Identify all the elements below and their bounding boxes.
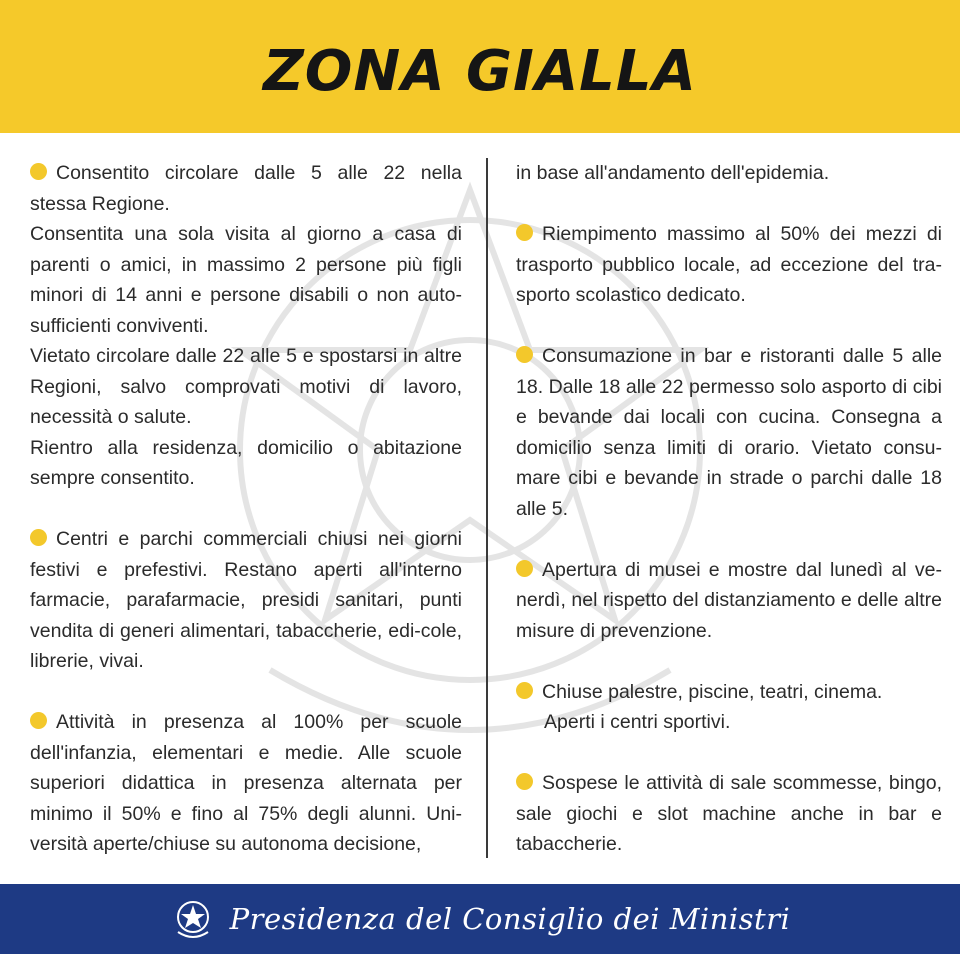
rule-public-transport: Riempimento massimo al 50% dei mezzi di trasporto pubblico locale, ad eccezione del tra-sporto scolastico dedicato.: [516, 223, 942, 306]
republic-emblem-icon: [170, 896, 216, 942]
rule-schools: Attività in presenza al 100% per scuole dell'infanzia, elementari e medie. Alle scuole superiori didattica in presenza alternata per minimo il 50% e fino al 75% degli alunni. Uni-versità aperte/chiuse su autonoma decisione,: [30, 711, 462, 855]
bullet-icon: [30, 163, 47, 180]
page-title: ZONA GIALLA: [263, 39, 697, 104]
bullet-icon: [516, 682, 533, 699]
bullet-icon: [516, 560, 533, 577]
column-divider: [486, 158, 488, 858]
rule-bars-restaurants: Consumazione in bar e ristoranti dalle 5 alle 18. Dalle 18 alle 22 permesso solo asporto di cibi e bevande dai locali con cucina. Consegna a domicilio senza limiti di orario. Vietato consu-mare cibi e bevande in strade o parchi dalle 18 alle 5.: [516, 345, 942, 520]
bullet-icon: [516, 346, 533, 363]
left-column: [30, 158, 462, 860]
rule-movement: Consentito circolare dalle 5 alle 22 nella stessa Regione. Consentita una sola visita al giorno a casa di parenti o amici, in massimo 2 persone più figli minori di 14 anni e persone disabili o non auto-sufficienti conviventi. Vietato circolare dalle 22 alle 5 e spostarsi in altre Regioni, salvo comprovati motivi di lavoro, necessità o salute. Rientro alla residenza, domicilio o abitazione sempre consentito.: [30, 162, 462, 489]
bullet-icon: [516, 224, 533, 241]
bullet-icon: [30, 529, 47, 546]
rule-gyms: Chiuse palestre, piscine, teatri, cinema. Aperti i centri sportivi.: [516, 677, 942, 738]
bullet-icon: [30, 712, 47, 729]
bullet-icon: [516, 773, 533, 790]
rule-betting: Sospese le attività di sale scommesse, bingo, sale giochi e slot machine anche in bar e tabaccherie.: [516, 772, 942, 855]
footer-text: Presidenza del Consiglio dei Ministri: [229, 902, 791, 936]
footer-banner: [0, 884, 960, 954]
rule-museums: Apertura di musei e mostre dal lunedì al ve-nerdì, nel rispetto del distanziamento e delle altre misure di prevenzione.: [516, 558, 942, 642]
header-banner: [0, 0, 960, 133]
right-column: [516, 158, 942, 860]
rule-shopping-centers: Centri e parchi commerciali chiusi nei giorni festivi e prefestivi. Restano aperti all'interno farmacie, parafarmacie, presidi sanitari, punti vendita di generi alimentari, tabaccherie, edi-cole, librerie, vivai.: [30, 528, 462, 672]
rule-schools-continued: in base all'andamento dell'epidemia.: [516, 162, 830, 184]
